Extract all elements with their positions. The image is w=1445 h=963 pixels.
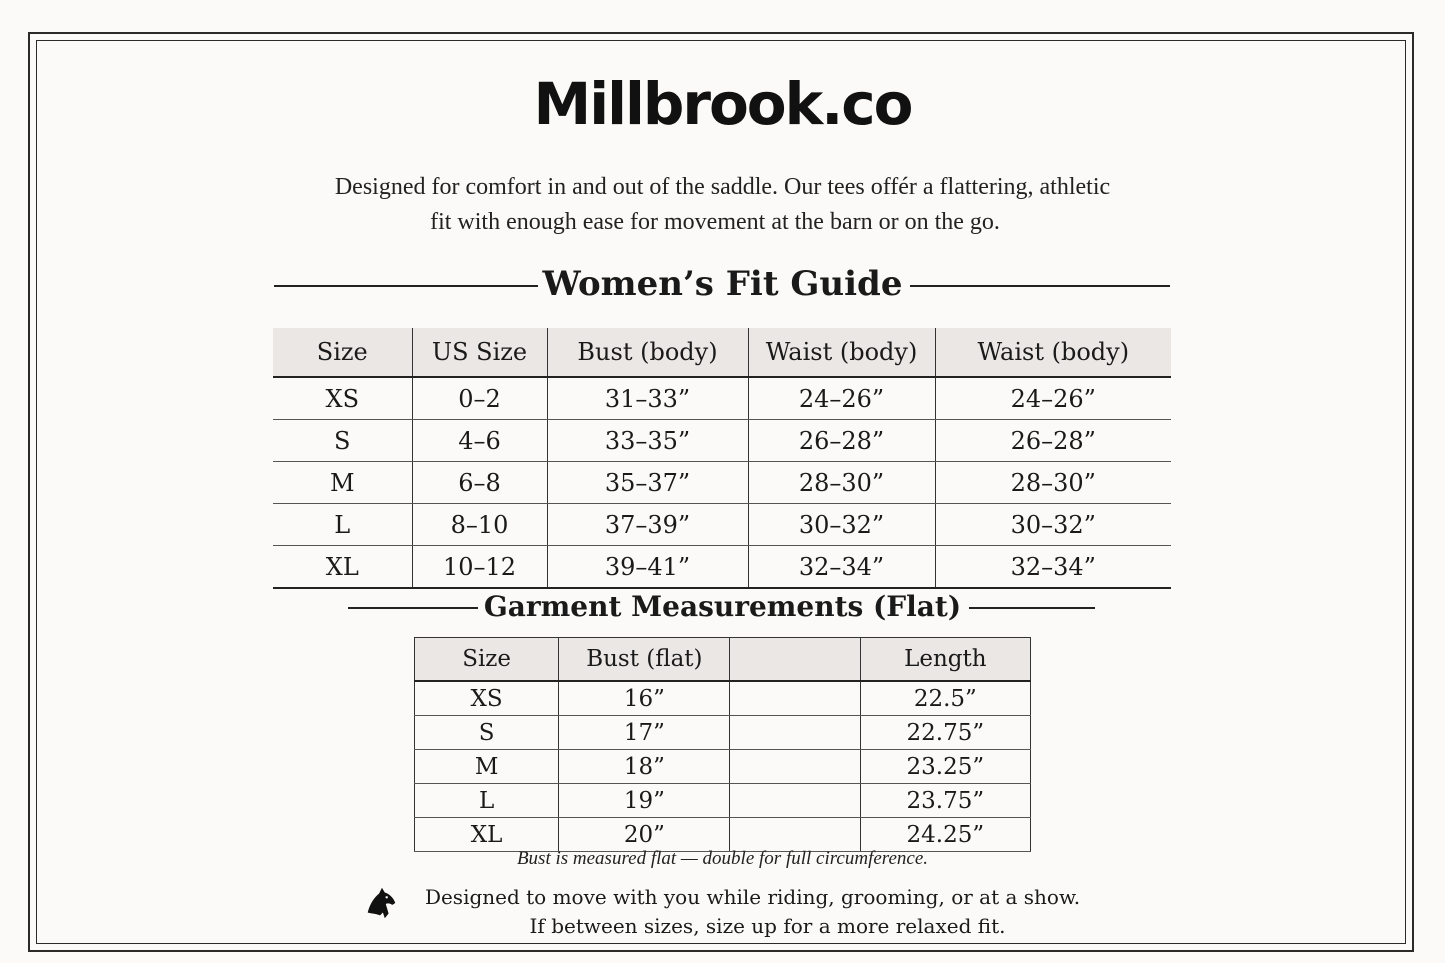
table-cell: 17” bbox=[559, 716, 730, 750]
table-cell: 26–28” bbox=[748, 420, 935, 462]
intro-text bbox=[0, 170, 1445, 240]
table-cell: 30–32” bbox=[748, 504, 935, 546]
fit-guide-header-row bbox=[273, 328, 1171, 377]
measurement-note: Bust is measured flat — double for full circumference. bbox=[516, 848, 929, 869]
table-cell: 23.25” bbox=[860, 750, 1030, 784]
table-cell: S bbox=[273, 420, 412, 462]
table-cell: 32–34” bbox=[935, 546, 1171, 589]
column-header: Bust (body) bbox=[547, 328, 748, 377]
garment-table bbox=[414, 637, 1031, 852]
column-header: Size bbox=[415, 638, 559, 682]
table-cell: 28–30” bbox=[935, 462, 1171, 504]
table-cell: M bbox=[273, 462, 412, 504]
intro-line-2: fit with enough ease for movement at the barn or on the go. bbox=[430, 209, 1000, 235]
table-cell: XS bbox=[273, 377, 412, 420]
table-row bbox=[415, 784, 1031, 818]
table-cell: 24.25” bbox=[860, 818, 1030, 852]
table-cell: XS bbox=[415, 681, 559, 716]
footer-text bbox=[0, 883, 1445, 941]
table-cell: 31–33” bbox=[547, 377, 748, 420]
intro-line-1: Designed for comfort in and out of the saddle. Our tees offér a flattering, athletic bbox=[334, 174, 1111, 200]
column-header: Length bbox=[860, 638, 1030, 682]
table-cell bbox=[730, 818, 860, 852]
table-cell bbox=[730, 750, 860, 784]
table-cell: 23.75” bbox=[860, 784, 1030, 818]
footer-line-1: Designed to move with you while riding, grooming, or at a show. bbox=[424, 885, 1081, 909]
table-row bbox=[273, 462, 1171, 504]
column-header: Waist (body) bbox=[748, 328, 935, 377]
garment-title: Garment Measurements (Flat) bbox=[483, 590, 962, 623]
column-header: Bust (flat) bbox=[559, 638, 730, 682]
table-cell: 26–28” bbox=[935, 420, 1171, 462]
table-row bbox=[273, 377, 1171, 420]
table-cell: 22.5” bbox=[860, 681, 1030, 716]
footer-line-2: If between sizes, size up for a more relaxed fit. bbox=[529, 914, 1006, 938]
table-cell: M bbox=[415, 750, 559, 784]
table-cell: L bbox=[273, 504, 412, 546]
table-cell: 0–2 bbox=[412, 377, 547, 420]
table-cell: 32–34” bbox=[748, 546, 935, 589]
table-row bbox=[415, 681, 1031, 716]
fit-guide-title: Women’s Fit Guide bbox=[542, 264, 903, 304]
table-cell bbox=[730, 784, 860, 818]
table-cell: 24–26” bbox=[935, 377, 1171, 420]
table-cell: S bbox=[415, 716, 559, 750]
column-header bbox=[730, 638, 860, 682]
table-cell: 35–37” bbox=[547, 462, 748, 504]
table-row bbox=[273, 546, 1171, 589]
table-cell bbox=[730, 681, 860, 716]
table-cell: 10–12 bbox=[412, 546, 547, 589]
table-row bbox=[415, 750, 1031, 784]
garment-rule-right bbox=[969, 607, 1095, 609]
table-cell: 16” bbox=[559, 681, 730, 716]
table-cell: 8–10 bbox=[412, 504, 547, 546]
table-cell: 20” bbox=[559, 818, 730, 852]
table-cell: 4–6 bbox=[412, 420, 547, 462]
table-cell: 33–35” bbox=[547, 420, 748, 462]
table-cell: L bbox=[415, 784, 559, 818]
table-cell: 6–8 bbox=[412, 462, 547, 504]
column-header: Size bbox=[273, 328, 412, 377]
table-cell: XL bbox=[273, 546, 412, 589]
table-cell: 30–32” bbox=[935, 504, 1171, 546]
table-cell: 24–26” bbox=[748, 377, 935, 420]
table-cell: 22.75” bbox=[860, 716, 1030, 750]
table-cell: 18” bbox=[559, 750, 730, 784]
table-row bbox=[415, 716, 1031, 750]
table-cell: 19” bbox=[559, 784, 730, 818]
table-cell bbox=[730, 716, 860, 750]
table-row bbox=[273, 420, 1171, 462]
table-cell: 37–39” bbox=[547, 504, 748, 546]
table-row bbox=[273, 504, 1171, 546]
fit-guide-rule-right bbox=[910, 285, 1170, 287]
table-cell: 39–41” bbox=[547, 546, 748, 589]
table-row bbox=[415, 818, 1031, 852]
garment-header-row bbox=[415, 638, 1031, 682]
table-cell: 28–30” bbox=[748, 462, 935, 504]
table-cell: XL bbox=[415, 818, 559, 852]
column-header: US Size bbox=[412, 328, 547, 377]
brand-logo: Millbrook.co bbox=[533, 70, 912, 138]
column-header: Waist (body) bbox=[935, 328, 1171, 377]
fit-guide-table bbox=[273, 328, 1171, 589]
